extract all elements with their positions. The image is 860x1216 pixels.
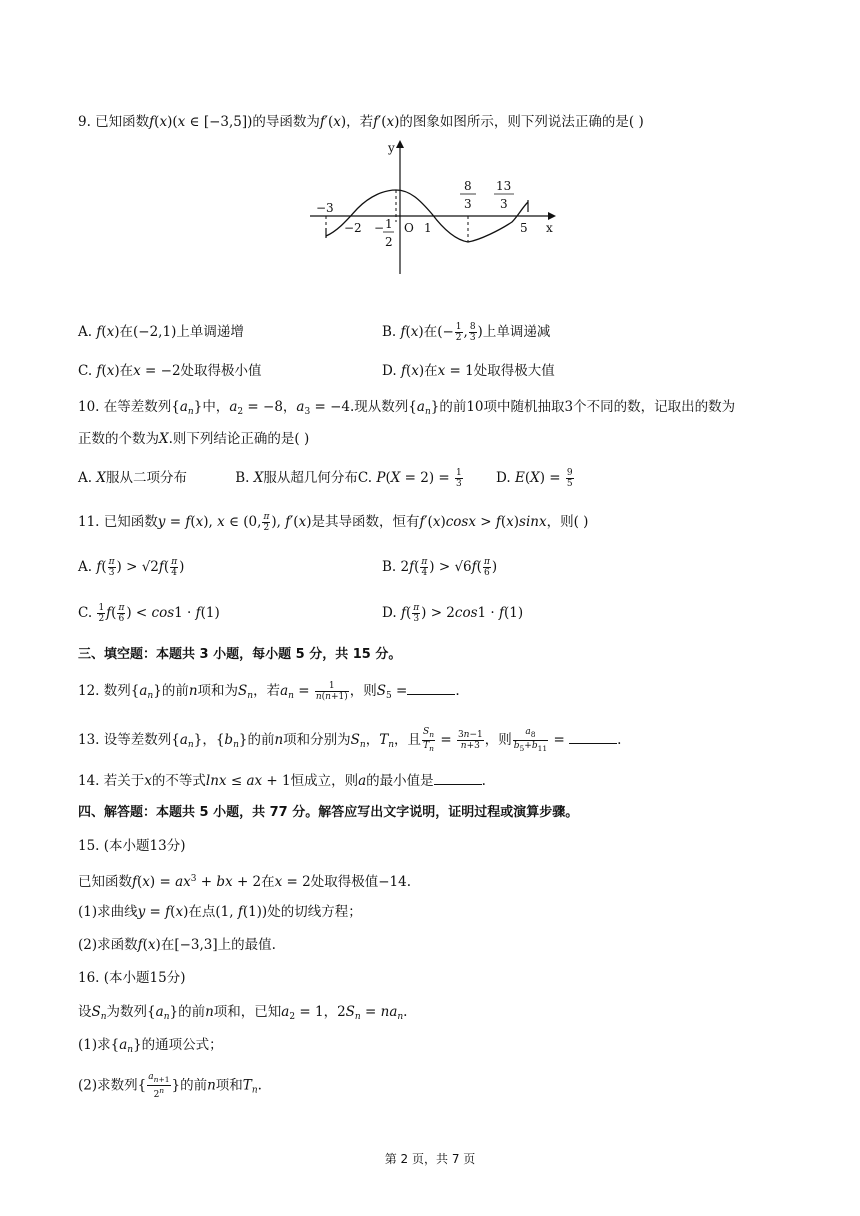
q14: 14. 若关于x的不等式lnx ≤ ax + 1恒成立，则a的最小值是 .	[78, 773, 486, 789]
q12-answer-blank[interactable]	[407, 682, 455, 695]
q11-option-b: B. 2f( $\frac{\pi}{4}$ ) > √6f( $\frac{\pi}{6}$ )	[382, 557, 498, 578]
q13-answer-blank[interactable]	[569, 731, 617, 744]
section-fill-in: 三、填空题：本题共 3 小题，每小题 5 分，共 15 分。	[78, 647, 402, 662]
q13: 13. 设等差数列$\{a_n\}$，$\{b_n\}$的前n项和分别为$S_n$，$T_n$，且 $\frac{S_n}{T_n}$ = $\frac{3n-1}{n+3}$ ，则 $\frac{a_8}{b_5+b_{11}}$ = .	[78, 727, 622, 753]
q12: 12. 数列$\{a_n\}$的前n项和为$S_n$，若$a_n$ = $\frac{1}{n(n+1)}$ ，则$S_5$ = .	[78, 681, 460, 702]
q10-option-a: A. X服从二项分布	[78, 470, 187, 486]
q10-option-d: D. E(X) = $\frac{9}{5}$	[496, 468, 573, 489]
q11-stem: 11. 已知函数y = f(x), x ∈ (0, $\frac{\pi}{2}$ ), f′(x)是其导函数，恒有f′(x)cosx > f(x)sinx，则( )	[78, 512, 589, 533]
y-axis-arrow	[396, 140, 404, 148]
q16-part1: (1)求$\{a_n\}$的通项公式；	[78, 1037, 223, 1055]
q16-part2: (2)求数列{ $\frac{a_{n+1}}{2^n}$ }的前n项和$T_n$.	[78, 1072, 262, 1100]
page-footer: 第 2 页，共 7 页	[384, 1152, 476, 1166]
q10-options	[78, 468, 575, 489]
half-den: 2	[385, 235, 393, 249]
frac-13-num: 13	[496, 179, 512, 193]
section-solutions: 四、解答题：本题共 5 小题，共 77 分。解答应写出文字说明，证明过程或演算步骤。	[78, 805, 579, 820]
tick-neg2: −2	[344, 221, 362, 235]
q10-option-c: C. P(X = 2) = $\frac{1}{3}$	[357, 468, 462, 489]
origin-label: O	[404, 221, 414, 235]
q10-stem-line2: 正数的个数为X.则下列结论正确的是( )	[78, 431, 310, 447]
q10-stem-line1: 10. 在等差数列$\{a_n\}$中，$a_2 = -8$，$a_3 = -4$.现从数列$\{a_n\}$的前10项中随机抽取3个不同的数，记取出的数为	[78, 399, 736, 417]
q15-title: 15. (本小题13分)	[78, 838, 186, 854]
q14-answer-blank[interactable]	[434, 772, 482, 785]
q11-option-c: C. $\frac{1}{2}$ f( $\frac{\pi}{6}$ ) < cos1 · f(1)	[78, 603, 220, 624]
tick-neg3: −3	[316, 201, 334, 215]
q9-stem: 9. 已知函数f(x)(x ∈ [−3,5])的导函数为f′(x)，若f′(x)的图象如图所示，则下列说法正确的是( )	[78, 114, 644, 130]
x-axis-arrow	[548, 212, 556, 220]
tick-neg-half-sign: −	[374, 221, 385, 235]
frac-8-den: 3	[464, 197, 472, 211]
q9-option-a: A. f(x)在(−2,1)上单调递增	[78, 324, 244, 340]
q15-part2: (2)求函数f(x)在[−3,3]上的最值.	[78, 937, 276, 953]
q9-option-b: B. f(x)在(− $\frac{1}{2}$ , $\frac{8}{3}$ )上单调递减	[382, 322, 551, 343]
q9-option-d: D. f(x)在x = 1处取得极大值	[382, 363, 555, 379]
q16-title: 16. (本小题15分)	[78, 970, 186, 986]
y-label: y	[388, 141, 395, 155]
tick-1: 1	[424, 221, 432, 235]
q16-stem: 设$S_n$为数列$\{a_n\}$的前n项和，已知$a_2 = 1$，$2S_n = na_n$.	[78, 1004, 408, 1022]
half-num: 1	[385, 217, 393, 231]
tick-5: 5	[520, 221, 528, 235]
q15-stem: 已知函数$f(x) = ax^3$ + bx + 2在x = 2处取得极值−14.	[78, 874, 412, 890]
frac-13-den: 3	[500, 197, 508, 211]
q11-option-d: D. f( $\frac{\pi}{3}$ ) > 2cos1 · f(1)	[382, 603, 524, 624]
derivative-graph	[300, 138, 560, 278]
frac-8-num: 8	[464, 179, 472, 193]
x-label: x	[546, 221, 553, 235]
q10-option-b: B. X服从超几何分布	[235, 470, 358, 486]
q15-part1: (1)求曲线y = f(x)在点(1, f(1))处的切线方程；	[78, 904, 362, 920]
q9-option-c: C. f(x)在x = −2处取得极小值	[78, 363, 262, 379]
q11-option-a: A. f( $\frac{\pi}{3}$ ) > √2f( $\frac{\pi}{4}$ )	[78, 557, 185, 578]
